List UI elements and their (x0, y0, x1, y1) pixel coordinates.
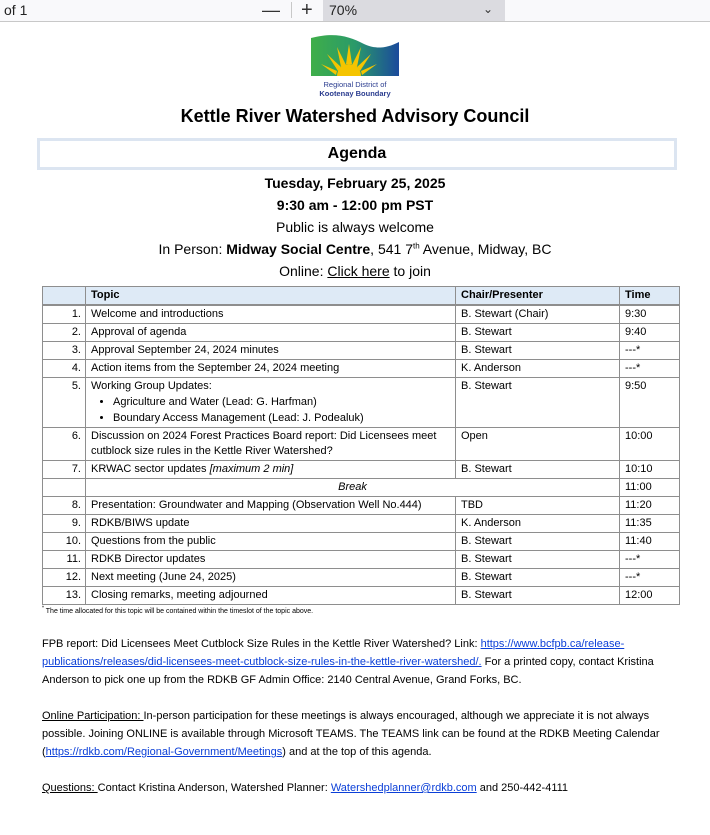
row-num: 1. (43, 305, 86, 324)
row-time: 10:10 (620, 461, 680, 479)
row-topic: Presentation: Groundwater and Mapping (Observation Well No.444) (86, 497, 456, 515)
online-suffix: to join (389, 263, 431, 279)
logo-line-1: Regional District of (323, 80, 387, 89)
row-num: 13. (43, 587, 86, 605)
table-header-row (43, 287, 680, 306)
table-row (43, 428, 680, 461)
row-num: 8. (43, 497, 86, 515)
row-chair: TBD (456, 497, 620, 515)
page-count: of 1 (4, 2, 28, 18)
row-chair: B. Stewart (456, 533, 620, 551)
row-time: 9:30 (620, 305, 680, 324)
online-participation-text: In-person participation for these meetings is always encouraged, although we appreciate it is not always possible. Joining ONLINE is available through Microsoft TEAMS. The TEAMS link can be found at the RDKB Meeting Calendar ( (42, 710, 660, 758)
agenda-heading-box (37, 138, 677, 170)
row-num: 3. (43, 342, 86, 360)
table-footnote (42, 607, 679, 617)
row-chair: K. Anderson (456, 360, 620, 378)
row-topic: RDKB/BIWS update (86, 515, 456, 533)
row-num: 7. (43, 461, 86, 479)
row-topic: Closing remarks, meeting adjourned (86, 587, 456, 605)
row-num: 12. (43, 569, 86, 587)
logo-line-2: Kootenay Boundary (319, 89, 391, 98)
table-row (43, 551, 680, 569)
address-pre: , 541 7 (370, 241, 413, 257)
fpb-text: FPB report: Did Licensees Meet Cutblock Size Rules in the Kettle River Watershed? Link: (42, 638, 481, 650)
table-row (43, 324, 680, 342)
pdf-toolbar (0, 0, 710, 22)
row-time: ---* (620, 551, 680, 569)
row-chair: B. Stewart (456, 569, 620, 587)
rdkb-logo-icon (309, 34, 401, 78)
row-time: 12:00 (620, 587, 680, 605)
fpb-after: For a printed copy, contact Kristina Anderson to pick one up from the RDKB GF Admin Office: 2140 Central Avenue, Grand Forks, BC. (42, 656, 654, 686)
row-chair: B. Stewart (Chair) (456, 305, 620, 324)
email-link[interactable]: Watershedplanner@rdkb.com (330, 782, 477, 794)
table-row (43, 461, 680, 479)
row-time: ---* (620, 360, 680, 378)
venue-name: Midway Social Centre (226, 241, 371, 257)
row-time: ---* (620, 569, 680, 587)
row-num-empty (43, 479, 86, 497)
row-time: 11:00 (620, 479, 680, 497)
row-topic (86, 461, 456, 479)
row-time: 9:50 (620, 378, 680, 428)
online-participation-label: Online Participation: (42, 710, 144, 722)
row-topic: Action items from the September 24, 2024 meeting (86, 360, 456, 378)
questions-after: and 250-442-4111 (476, 782, 569, 794)
table-row (43, 378, 680, 428)
row-chair: B. Stewart (456, 378, 620, 428)
row-chair: B. Stewart (456, 342, 620, 360)
zoom-select[interactable] (323, 0, 505, 21)
row-topic: Next meeting (June 24, 2025) (86, 569, 456, 587)
row-num: 11. (43, 551, 86, 569)
row-chair: K. Anderson (456, 515, 620, 533)
footnote-mark: * (42, 605, 44, 612)
meeting-date: Tuesday, February 25, 2025 (264, 175, 446, 191)
table-row (43, 587, 680, 605)
online-join (0, 260, 710, 282)
plus-icon[interactable]: + (301, 0, 313, 21)
row-topic: Questions from the public (86, 533, 456, 551)
row-topic-title: Working Group Updates: (91, 380, 212, 392)
logo-text (295, 80, 415, 98)
header-num (43, 287, 86, 306)
row-chair: B. Stewart (456, 324, 620, 342)
row-time: 11:40 (620, 533, 680, 551)
agenda-table (42, 286, 680, 605)
row-num: 4. (43, 360, 86, 378)
row-time: 9:40 (620, 324, 680, 342)
row-time: 11:20 (620, 497, 680, 515)
fpb-report-link[interactable]: https://www.bcfpb.ca/release-publications/releases/did-licensees-meet-cutblock-size-rules-in-the-kettle-river-watershed/. (42, 638, 625, 668)
rdkb-meetings-link[interactable]: https://rdkb.com/Regional-Government/Meetings (45, 746, 283, 758)
break-label: Break (86, 479, 620, 497)
list-item: • Agriculture and Water (Lead: G. Harfman) (113, 394, 450, 410)
row-num: 6. (43, 428, 86, 461)
header-time: Time (620, 287, 680, 306)
questions-text: Contact Kristina Anderson, Watershed Planner: (97, 782, 331, 794)
questions-label: Questions: (42, 782, 98, 794)
row-topic: Welcome and introductions (86, 305, 456, 324)
row-num: 2. (43, 324, 86, 342)
row-topic: Discussion on 2024 Forest Practices Board report: Did Licensees meet cutblock size rules in the Kettle River Watershed? (86, 428, 456, 461)
row-topic: RDKB Director updates (86, 551, 456, 569)
row-chair: Open (456, 428, 620, 461)
in-person-location (0, 238, 710, 260)
toolbar-divider (291, 2, 292, 18)
table-row (43, 305, 680, 324)
public-note: Public is always welcome (276, 219, 434, 235)
row-topic (86, 378, 456, 428)
zoom-value: 70% (329, 2, 358, 18)
chevron-down-icon: ⌄ (482, 2, 493, 16)
online-participation-after: ) and at the top of this agenda. (282, 746, 432, 758)
footnote-text: The time allocated for this topic will be contained within the timeslot of the topic above. (45, 608, 314, 615)
join-online-link[interactable]: Click here (327, 263, 390, 279)
row-time: 10:00 (620, 428, 680, 461)
row-time: ---* (620, 342, 680, 360)
row-chair: B. Stewart (456, 587, 620, 605)
table-row (43, 360, 680, 378)
in-person-label: In Person: (158, 241, 227, 257)
table-row (43, 497, 680, 515)
table-row (43, 533, 680, 551)
document-title: Kettle River Watershed Advisory Council (180, 106, 530, 126)
row-topic-note: [maximum 2 min] (209, 463, 294, 475)
row-topic: Approval September 24, 2024 minutes (86, 342, 456, 360)
table-row (43, 569, 680, 587)
list-item: • Boundary Access Management (Lead: J. Podealuk) (113, 410, 450, 426)
row-time: 11:35 (620, 515, 680, 533)
address-sup: th (413, 241, 420, 251)
minus-icon[interactable]: — (262, 0, 280, 20)
working-group-list (113, 394, 450, 426)
logo-block (295, 34, 415, 98)
online-participation-paragraph (42, 707, 682, 761)
header-chair: Chair/Presenter (456, 287, 620, 306)
address-post: Avenue, Midway, BC (419, 241, 552, 257)
row-num: 10. (43, 533, 86, 551)
row-topic-text: KRWAC sector updates (91, 463, 210, 475)
row-num: 5. (43, 378, 86, 428)
row-chair: B. Stewart (456, 551, 620, 569)
fpb-report-paragraph (42, 635, 682, 689)
meeting-time: 9:30 am - 12:00 pm PST (276, 197, 434, 213)
agenda-heading: Agenda (327, 145, 387, 162)
document-page (0, 22, 710, 817)
break-row (43, 479, 680, 497)
row-topic: Approval of agenda (86, 324, 456, 342)
table-row (43, 515, 680, 533)
header-topic: Topic (86, 287, 456, 306)
questions-paragraph (42, 779, 682, 797)
row-num: 9. (43, 515, 86, 533)
table-row (43, 342, 680, 360)
row-chair: B. Stewart (456, 461, 620, 479)
online-label: Online: (279, 263, 328, 279)
